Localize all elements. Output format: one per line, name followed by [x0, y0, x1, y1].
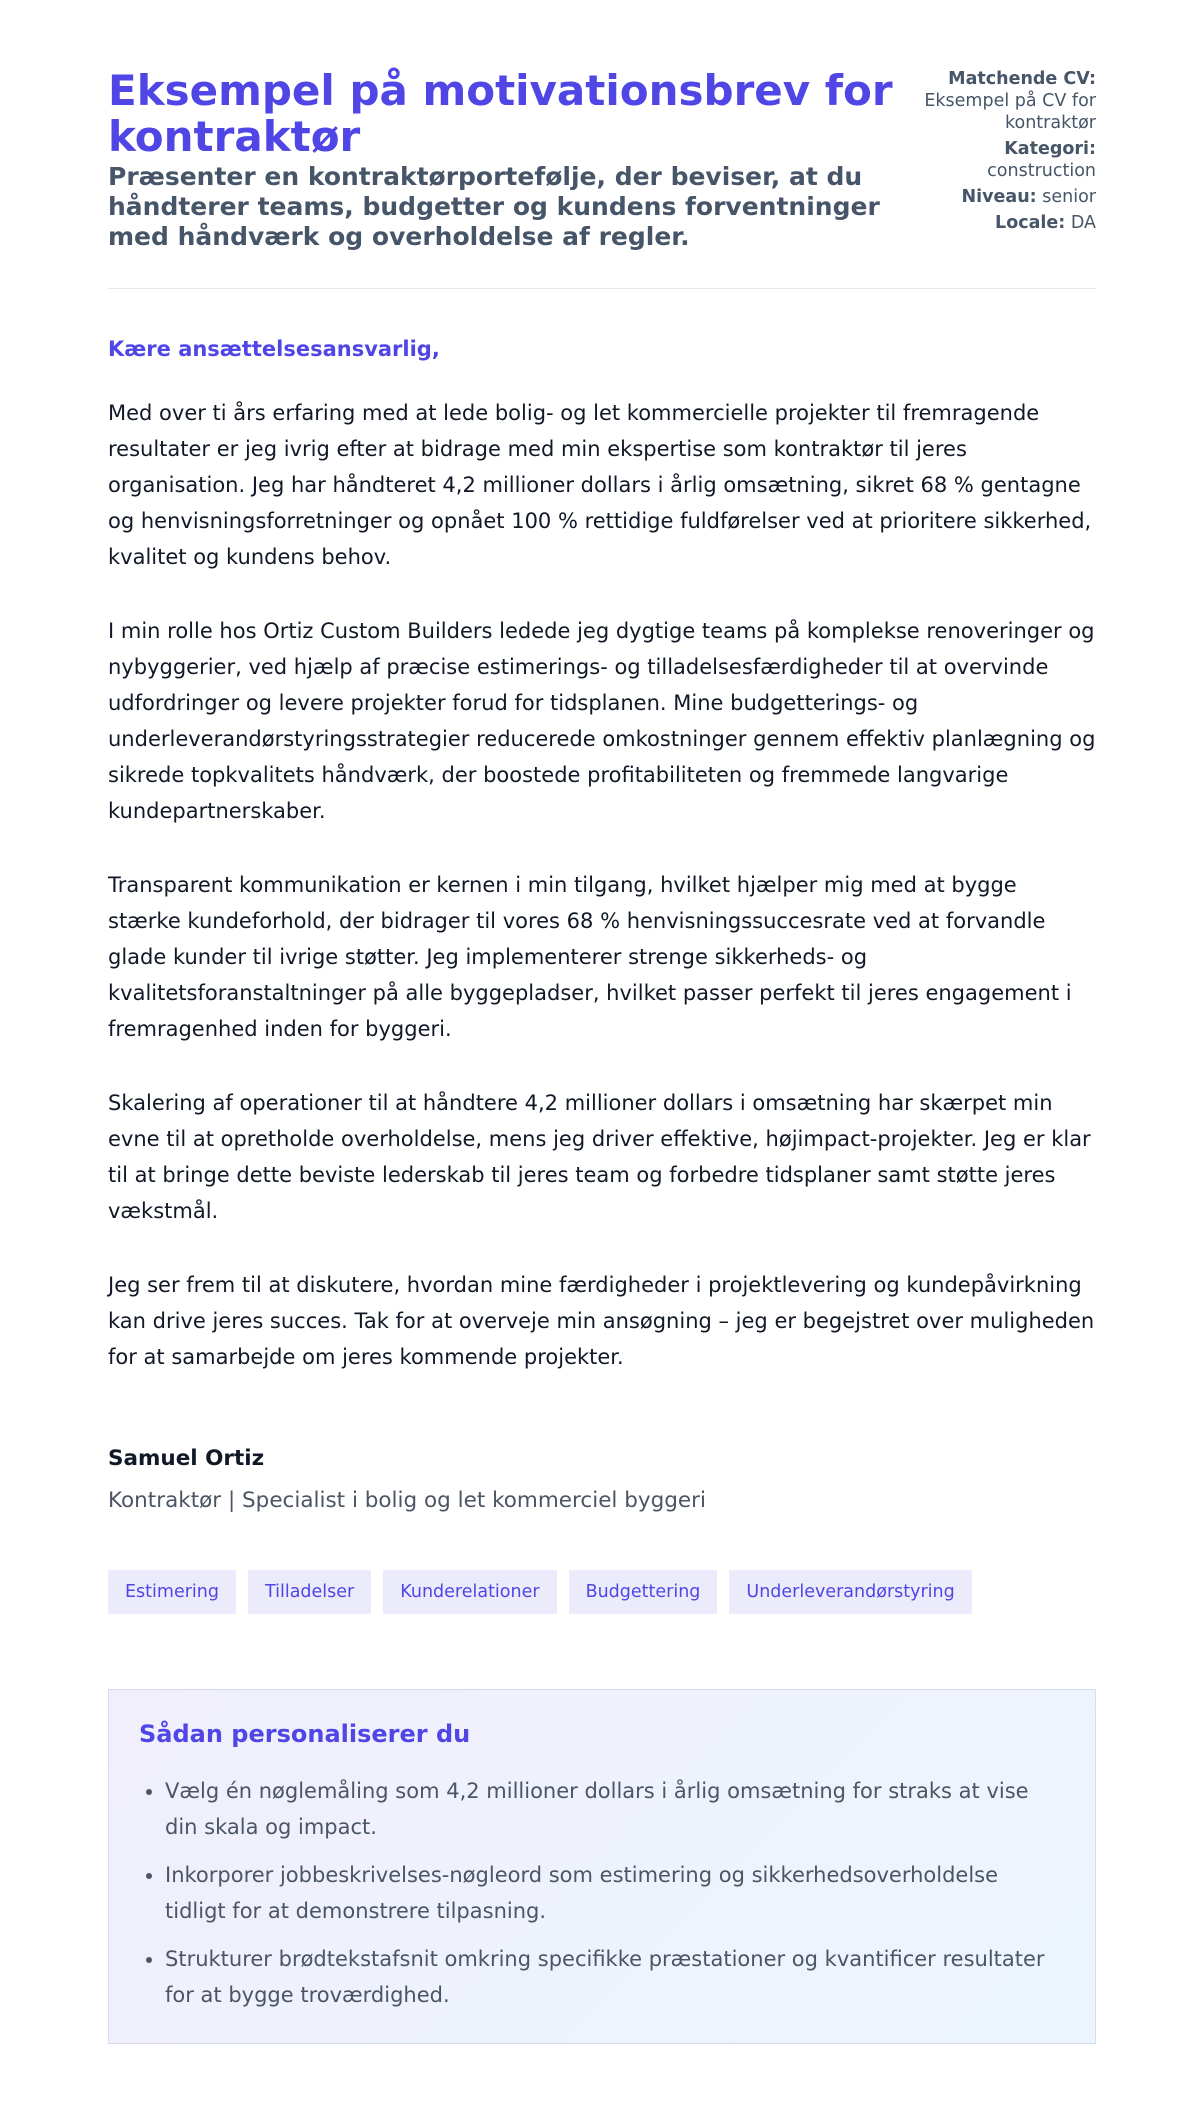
page-subtitle: Præsenter en kontraktørportefølje, der beviser, at du håndterer teams, budgetter og kundens forventninger med håndværk og overholdelse af regler.: [108, 162, 880, 251]
category-label: Kategori:: [1004, 139, 1096, 159]
paragraph: Transparent kommunikation er kernen i min tilgang, hvilket hjælper mig med at bygge stærke kundeforhold, der bidrager til vores 68 % henvisningssuccesrate ved at forvandle glade kunder til ivrige støtter. Jeg implementerer strenge sikkerheds- og kvalitetsforanstaltninger på alle byggepladser, hvilket passer perfekt til jeres engagement i fremragenhed inden for byggeri.: [108, 873, 1072, 1041]
letter-body: [108, 395, 1096, 1375]
tip-item: • Strukturer brødtekstafsnit omkring specifikke præstationer og kvantificer resultater for at bygge troværdighed.: [165, 1941, 1065, 2013]
cv-label: Matchende CV:: [948, 69, 1096, 89]
level-label: Niveau:: [961, 187, 1037, 207]
tip-item: • Vælg én nøglemåling som 4,2 millioner dollars i årlig omsætning for straks at vise din skala og impact.: [165, 1773, 1065, 1845]
paragraph: Skalering af operationer til at håndtere 4,2 millioner dollars i omsætning har skærpet min evne til at opretholde overholdelse, mens jeg driver effektive, højimpact-projekter. Jeg er klar til at bringe dette beviste lederskab til jeres team og forbedre tidsplaner samt støtte jeres vækstmål.: [108, 1091, 1091, 1223]
tips-heading: Sådan personaliserer du: [139, 1720, 471, 1748]
salutation: Kære ansættelsesansvarlig,: [108, 337, 440, 361]
skill-tag: Tilladelser: [248, 1570, 371, 1614]
category-value: construction: [987, 161, 1096, 181]
paragraph: Jeg ser frem til at diskutere, hvordan mine færdigheder i projektlevering og kundepåvirkning kan drive jeres succes. Tak for at overveje min ansøgning – jeg er begejstret over muligheden for at samarbejde om jeres kommende projekter.: [108, 1273, 1095, 1369]
skill-tag: Kunderelationer: [383, 1570, 556, 1614]
meta-panel: [898, 68, 1096, 252]
cv-value: Eksempel på CV for kontraktør: [924, 91, 1096, 133]
locale-value: DA: [1070, 213, 1096, 233]
paragraph: Med over ti års erfaring med at lede bolig- og let kommercielle projekter til fremragende resultater er jeg ivrig efter at bidrage med min ekspertise som kontraktør til jeres organisation. Jeg har håndteret 4,2 millioner dollars i årlig omsætning, sikret 68 % gentagne og henvisningsforretninger og opnået 100 % rettidige fuldførelser ved at prioritere sikkerhed, kvalitet og kundens behov.: [108, 401, 1092, 569]
signature-role: Kontraktør | Specialist i bolig og let kommerciel byggeri: [108, 1488, 706, 1513]
tips-list: [139, 1773, 1065, 2013]
page-header: [108, 0, 1096, 252]
skill-tag: Budgettering: [569, 1570, 718, 1614]
level-value: senior: [1042, 187, 1096, 207]
paragraph: I min rolle hos Ortiz Custom Builders ledede jeg dygtige teams på komplekse renoveringer og nybyggerier, ved hjælp af præcise estimerings- og tilladelsesfærdigheder til at overvinde udfordringer og levere projekter forud for tidsplanen. Mine budgetterings- og underleverandørstyringsstrategier reducerede omkostninger gennem effektiv planlægning og sikrede topkvalitets håndværk, der boostede profitabiliteten og fremmede langvarige kundepartnerskaber.: [108, 619, 1096, 823]
cover-letter-page: [108, 0, 1096, 2044]
locale-label: Locale:: [995, 213, 1066, 233]
skill-tags: [108, 1570, 1096, 1614]
skill-tag: Underleverandørstyring: [729, 1570, 971, 1614]
signature-name: Samuel Ortiz: [108, 1446, 265, 1471]
tip-item: • Inkorporer jobbeskrivelses-nøgleord som estimering og sikkerhedsoverholdelse tidligt for at demonstrere tilpasning.: [165, 1857, 1065, 1929]
page-title: Eksempel på motivationsbrev for kontraktør: [108, 66, 893, 161]
divider: [108, 288, 1096, 289]
skill-tag: Estimering: [108, 1570, 236, 1614]
personalization-tips: [108, 1689, 1096, 2044]
